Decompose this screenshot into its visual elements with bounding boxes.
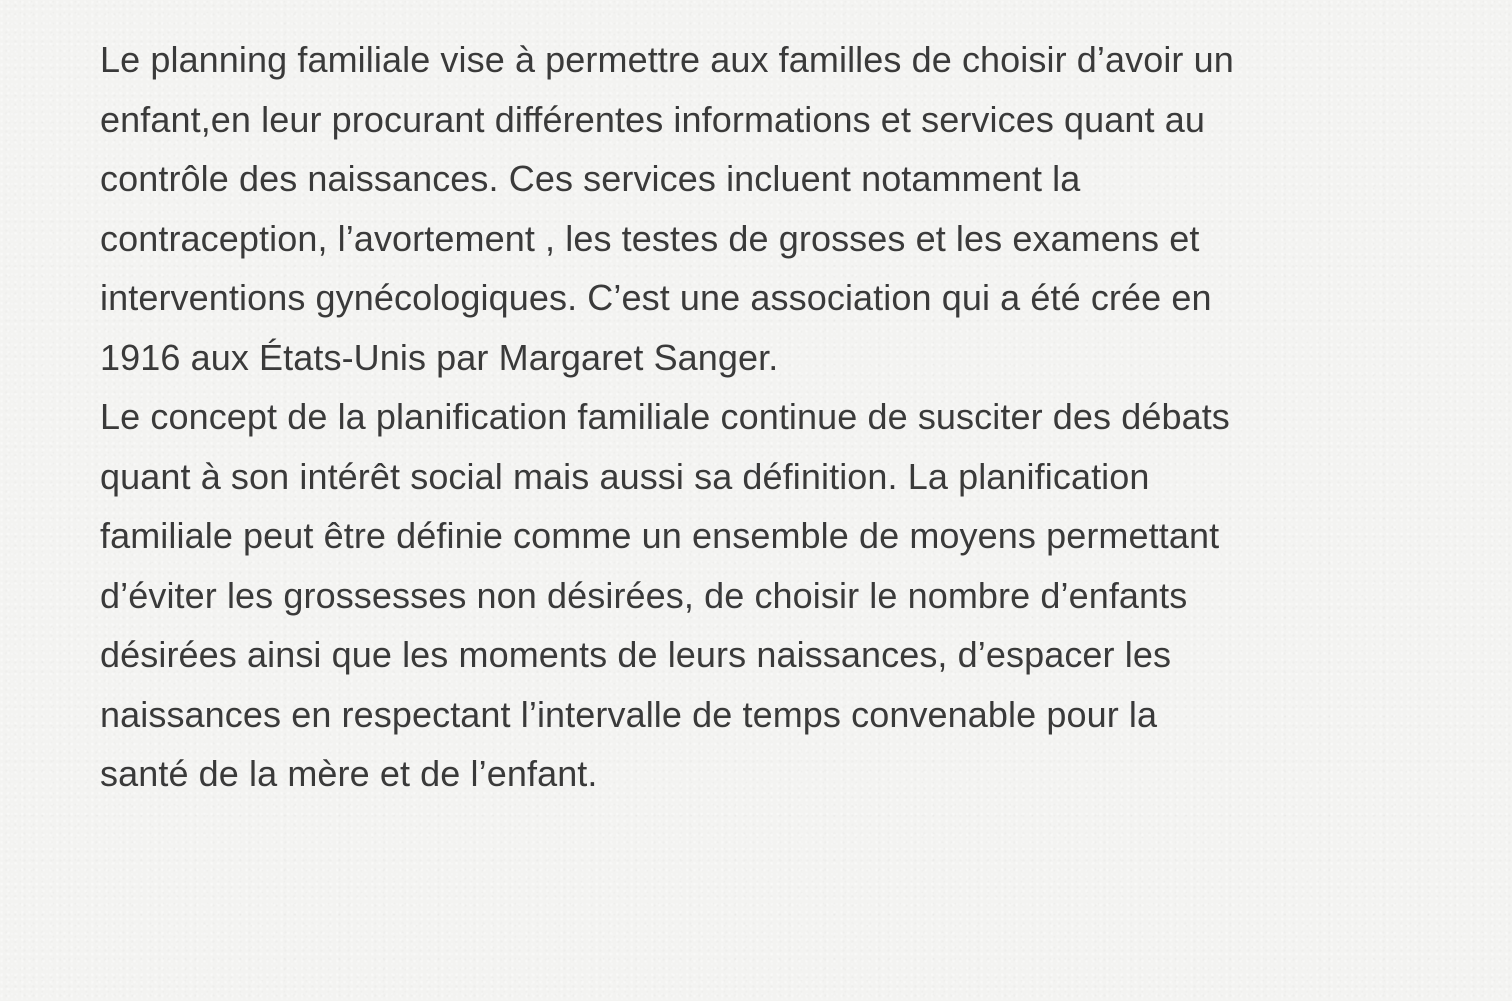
note-text-body[interactable]: [100, 30, 1450, 804]
note-line: enfant,en leur procurant différentes informations et services quant au: [100, 98, 1205, 140]
note-line: quant à son intérêt social mais aussi sa définition. La planification: [100, 455, 1150, 497]
note-line: Le concept de la planification familiale continue de susciter des débats: [100, 396, 1230, 437]
note-line: contraception, l’avortement , les testes de grosses et les examens et: [100, 217, 1200, 259]
note-line: contrôle des naissances. Ces services incluent notamment la: [100, 158, 1081, 199]
note-line: familiale peut être définie comme un ensemble de moyens permettant: [100, 515, 1220, 556]
note-line: naissances en respectant l’intervalle de temps convenable pour la: [100, 693, 1158, 735]
note-line: d’éviter les grossesses non désirées, de choisir le nombre d’enfants: [100, 574, 1188, 616]
note-line: Le planning familiale vise à permettre aux familles de choisir d’avoir un: [100, 39, 1234, 80]
note-line: santé de la mère et de l’enfant.: [100, 753, 598, 794]
note-line: 1916 aux États-Unis par Margaret Sanger.: [100, 336, 779, 378]
note-line: interventions gynécologiques. C’est une association qui a été crée en: [100, 277, 1212, 318]
note-line: désirées ainsi que les moments de leurs naissances, d’espacer les: [100, 634, 1172, 675]
